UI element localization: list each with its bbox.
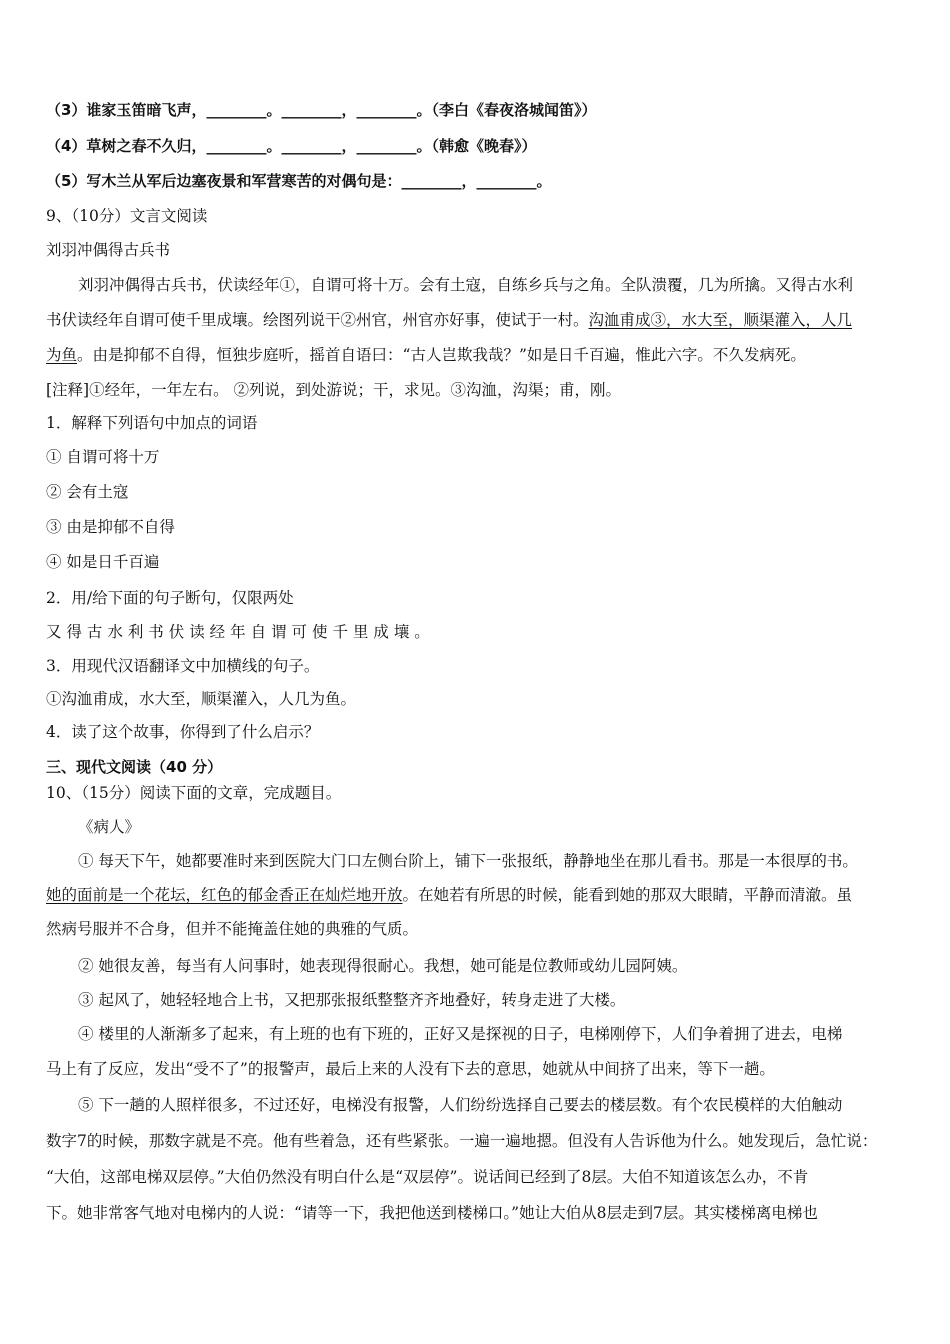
- q10-header: 10、（15分）阅读下面的文章，完成题目。: [46, 784, 342, 802]
- q9-sub4: 4．读了这个故事，你得到了什么启示？: [46, 723, 320, 741]
- q10-para-line: ① 每天下午，她都要准时来到医院大门口左侧台阶上，铺下一张报纸，静静地坐在那儿看书。那是一本很厚的书。: [78, 852, 858, 870]
- q10-para-line: ⑤ 下一趟的人照样很多，不过还好，电梯没有报警，人们纷纷选择自己要去的楼层数。有个农民模样的大伯触动: [78, 1096, 843, 1114]
- poetry-q3: （3）谁家玉笛暗飞声，________。________，________。（李白《春夜洛城闻笛》）: [46, 101, 597, 119]
- q10-para-line: 下。她非常客气地对电梯内的人说：“请等一下，我把他送到楼梯口。”她让大伯从8层走到7层。其实楼梯离电梯也: [46, 1204, 818, 1222]
- q9-underlined-sentence: 沟洫甫成③，水大至，顺渠灌入，人几: [588, 311, 853, 329]
- q9-sub1-item: ① 自谓可将十万: [46, 448, 160, 466]
- q9-note: [注释]①经年，一年左右。 ②列说，到处游说；干，求见。③沟洫，沟渠；甫，刚。: [46, 381, 622, 399]
- q9-underlined-sentence-end: 为鱼: [46, 346, 78, 364]
- q9-title: 刘羽冲偶得古兵书: [46, 241, 171, 259]
- q9-sub1-item: ② 会有土寇: [46, 483, 129, 501]
- q10-para-line: 马上有了反应，发出“受不了”的报警声，最后上来的人没有下去的意思，她就从中间挤了出来，等下一趟。: [46, 1060, 775, 1078]
- q9-passage-text: 。由是抑郁不自得，恒独步庭听，摇首自语曰：“古人岂欺我哉？”如是日千百遍，惟此六字。不久发病死。: [77, 346, 806, 364]
- q9-sub1: 1．解释下列语句中加点的词语: [46, 414, 258, 432]
- q10-para-line: 然病号服并不合身，但并不能掩盖住她的典雅的气质。: [46, 920, 419, 938]
- q10-title: 《病人》: [78, 818, 141, 836]
- q9-sub3-item: ①沟洫甫成，水大至，顺渠灌入，人几为鱼。: [46, 690, 357, 708]
- q10-para-line: ④ 楼里的人渐渐多了起来，有上班的也有下班的，正好又是探视的日子，电梯刚停下，人们争着拥了进去，电梯: [78, 1025, 843, 1043]
- q9-sub1-item: ③ 由是抑郁不自得: [46, 518, 175, 536]
- q9-sub1-item: ④ 如是日千百遍: [46, 553, 160, 571]
- q10-underlined-sentence: 她的面前是一个花坛，红色的郁金香正在灿烂地开放: [46, 886, 403, 904]
- q10-para-3: ③ 起风了，她轻轻地合上书，又把那张报纸整整齐齐地叠好，转身走进了大楼。: [78, 991, 626, 1009]
- q9-sub3: 3．用现代汉语翻译文中加横线的句子。: [46, 657, 320, 675]
- q9-passage-line: [46, 310, 852, 330]
- poetry-q4: （4）草树之春不久归，________。________，________。（韩愈《晚春》）: [46, 137, 537, 155]
- q9-passage-text: 书伏读经年自谓可使千里成壤。绘图列说干②州官，州官亦好事，使试于一村。: [46, 311, 589, 329]
- q9-sub2-sentence: 又得古水利书伏读经年自谓可使千里成壤。: [46, 623, 435, 641]
- q9-passage-line: [46, 345, 806, 365]
- q10-para-line: “大伯，这部电梯双层停。”大伯仍然没有明白什么是“双层停”。说话间已经到了8层。大伯不知道该怎么办，不肯: [46, 1168, 809, 1186]
- section-3-heading: 三、现代文阅读（40 分）: [46, 758, 223, 776]
- poetry-q5: （5）写木兰从军后边塞夜景和军营寒苦的对偶句是：________，________。: [46, 172, 552, 190]
- q9-passage-line: 刘羽冲偶得古兵书，伏读经年①，自谓可将十万。会有土寇，自练乡兵与之角。全队溃覆，几为所擒。又得古水利: [78, 276, 854, 294]
- q9-header: 9、（10分）文言文阅读: [46, 207, 208, 225]
- q10-para-line: [46, 885, 852, 905]
- q10-para-line: 数字7的时候，那数字就是不亮。他有些着急，还有些紧张。一遍一遍地摁。但没有人告诉他为什么。她发现后，急忙说：: [46, 1132, 878, 1150]
- q10-para-text: 。在她若有所思的时候，能看到她的那双大眼睛，平静而清澈。虽: [402, 886, 853, 904]
- q9-sub2: 2．用/给下面的句子断句，仅限两处: [46, 589, 294, 607]
- q10-para-2: ② 她很友善，每当有人问事时，她表现得很耐心。我想，她可能是位教师或幼儿园阿姨。: [78, 957, 688, 975]
